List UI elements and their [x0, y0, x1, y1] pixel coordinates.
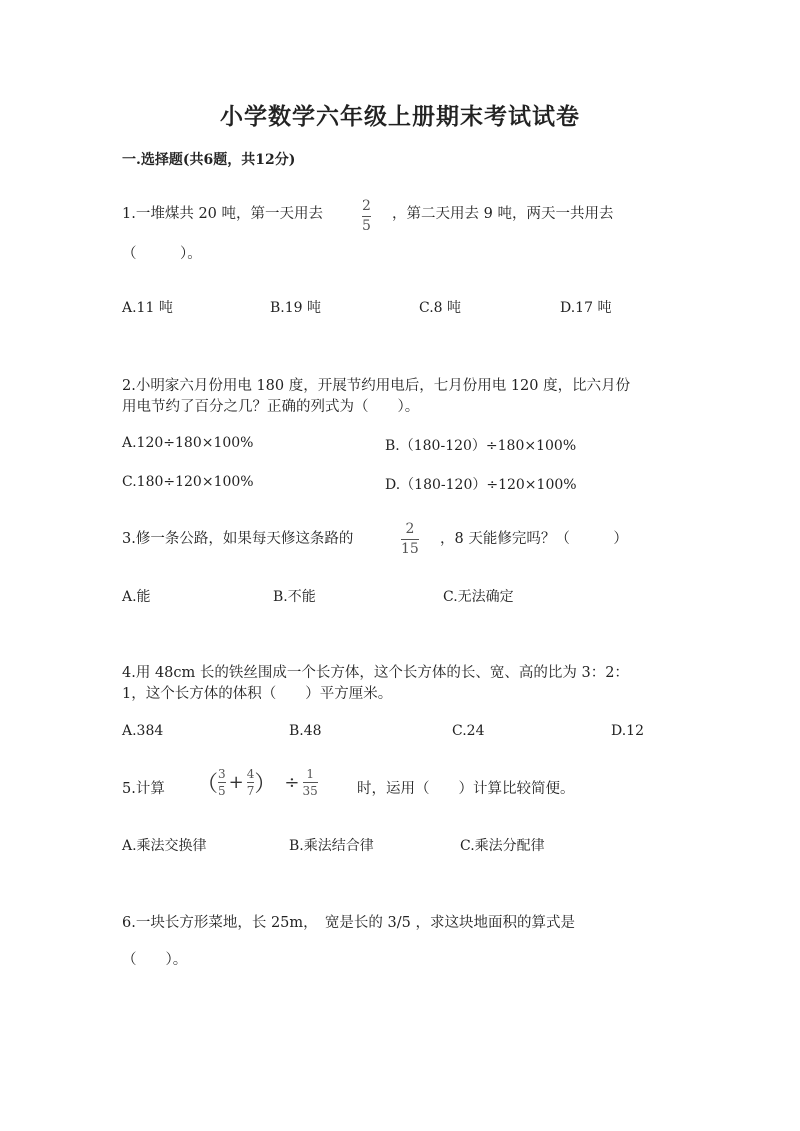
question-4-option-b[interactable]: B.48 — [289, 723, 322, 739]
fraction-denominator: 5 — [218, 784, 226, 798]
close-paren: ） — [254, 772, 277, 797]
section-heading: 一.选择题(共6题，共12分) — [122, 152, 296, 168]
fraction-denominator: 15 — [401, 541, 419, 557]
question-1-fraction — [362, 198, 371, 235]
question-2-line-2: 用电节约了百分之几？正确的列式为（ ）。 — [122, 399, 420, 415]
open-paren: （ — [196, 772, 219, 797]
question-2-option-d[interactable]: D.（180-120）÷120×100% — [385, 477, 577, 493]
question-3-option-a[interactable]: A.能 — [122, 589, 151, 605]
fraction-bar — [218, 782, 226, 783]
fraction-denominator: 5 — [362, 218, 371, 234]
question-3-text: 3.修一条公路，如果每天修这条路的 — [122, 531, 354, 547]
fraction-bar — [247, 782, 255, 783]
fraction-bar — [303, 782, 318, 783]
question-6-blank: （ ）。 — [122, 952, 188, 968]
fraction-denominator: 35 — [302, 784, 318, 798]
question-2-option-c[interactable]: C.180÷120×100% — [122, 474, 254, 490]
question-4-line-2: 1，这个长方体的体积（ ）平方厘米。 — [122, 686, 393, 702]
question-2-option-b[interactable]: B.（180-120）÷180×100% — [385, 438, 577, 454]
question-5-option-b[interactable]: B.乘法结合律 — [289, 838, 374, 854]
question-4-option-d[interactable]: D.12 — [611, 723, 644, 739]
question-1-option-d[interactable]: D.17 吨 — [560, 300, 612, 316]
question-1-text: 1.一堆煤共 20 吨，第一天用去 — [122, 206, 324, 222]
question-5-option-c[interactable]: C.乘法分配律 — [460, 838, 545, 854]
question-1-option-b[interactable]: B.19 吨 — [270, 300, 322, 316]
question-5-option-a[interactable]: A.乘法交换律 — [122, 838, 207, 854]
fraction-denominator: 7 — [246, 784, 255, 798]
fraction-bar — [362, 216, 371, 217]
question-6-line-1: 6.一块长方形菜地，长 25m， 宽是长的 3/5 ，求这块地面积的算式是 — [122, 915, 575, 931]
question-3-option-c[interactable]: C.无法确定 — [443, 589, 514, 605]
fraction-numerator: 2 — [362, 198, 371, 214]
fraction-c — [303, 767, 318, 798]
question-4-line-1: 4.用 48cm 长的铁丝围成一个长方体，这个长方体的长、宽、高的比为 3：2： — [122, 665, 629, 681]
question-2-option-a[interactable]: A.120÷180×100% — [122, 435, 254, 451]
fraction-numerator: 1 — [306, 767, 314, 781]
plus-sign: + — [228, 772, 244, 793]
fraction-numerator: 3 — [218, 767, 226, 781]
fraction-numerator: 4 — [246, 767, 255, 781]
question-1-blank: （ ）。 — [122, 246, 202, 262]
fraction-a — [218, 767, 226, 798]
divide-sign: ÷ — [284, 772, 300, 793]
question-5-text: 5.计算 — [122, 781, 165, 797]
question-4-option-a[interactable]: A.384 — [122, 723, 164, 739]
question-5-expression — [196, 767, 318, 798]
fraction-b — [247, 767, 255, 798]
fraction-bar — [401, 539, 419, 540]
question-3-fraction — [401, 521, 419, 558]
fraction-numerator: 2 — [405, 521, 415, 537]
question-3-option-b[interactable]: B.不能 — [273, 589, 316, 605]
question-1-text-cont: ，第二天用去 9 吨，两天一共用去 — [392, 206, 614, 222]
question-1-option-a[interactable]: A.11 吨 — [122, 300, 173, 316]
page-title: 小学数学六年级上册期末考试试卷 — [220, 103, 580, 130]
question-2-line-1: 2.小明家六月份用电 180 度，开展节约用电后，七月份用电 120 度，比六月份 — [122, 378, 631, 394]
question-5-text-cont: 时，运用（ ）计算比较简便。 — [357, 781, 575, 797]
question-3-text-cont: ，8 天能修完吗？（ ） — [440, 531, 628, 547]
question-4-option-c[interactable]: C.24 — [452, 723, 485, 739]
question-1-option-c[interactable]: C.8 吨 — [419, 300, 462, 316]
